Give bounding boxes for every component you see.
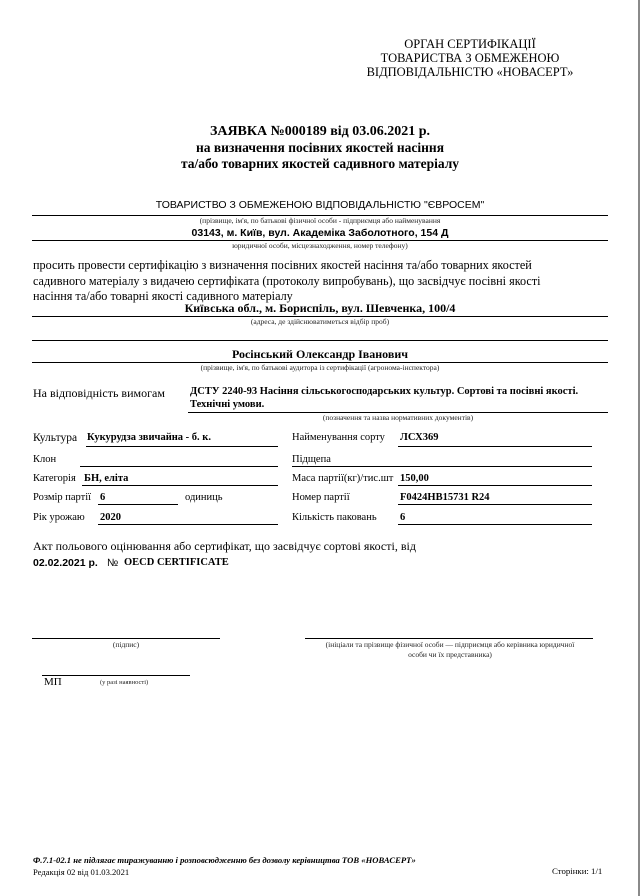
certificate-text: Акт польового оцінювання або сертифікат, що засвідчує сортові якості, від <box>33 539 416 553</box>
category-value: БН, еліта <box>84 473 129 484</box>
compliance-value-line-2: Технічні умови. <box>190 399 265 410</box>
footer-pages: Сторінки: 1/1 <box>552 866 603 876</box>
lot-mass-value: 150,00 <box>400 473 429 484</box>
org-header <box>360 37 580 79</box>
auditor-caption: (прізвище, ім'я, по батькові аудитора із сертифікації (агронома-інспектора) <box>200 363 440 372</box>
harvest-year-label: Рік урожаю <box>33 512 85 523</box>
request-paragraph <box>33 258 609 305</box>
org-header-line-3: ВІДПОВІДАЛЬНІСТЮ «НОВАСЕРТ» <box>366 65 574 79</box>
applicant-address: 03143, м. Київ, вул. Академіка Заболотного, 154 Д <box>191 227 449 239</box>
certificate-date: 02.02.2021 р. <box>33 557 98 569</box>
org-header-line-1: ОРГАН СЕРТИФІКАЦІЇ <box>404 37 536 51</box>
org-header-line-2: ТОВАРИСТВА З ОБМЕЖЕНОЮ <box>380 51 560 65</box>
rootstock-line <box>292 466 592 467</box>
compliance-value <box>190 385 610 411</box>
packages-label: Кількість паковань <box>292 512 377 523</box>
name-caption-line-1: (ініціали та прізвище фізичної особи — підприємця або керівника юридичної <box>325 640 575 649</box>
stamp-line <box>42 675 190 676</box>
request-line-1: просить провести сертифікацію з визначення посівних якостей насіння та/або товарних якостей <box>33 258 532 272</box>
clone-line <box>80 466 278 467</box>
signature-line <box>32 638 220 639</box>
footer-revision: Редакція 02 від 01.03.2021 <box>33 867 130 877</box>
signature-caption: (підпис) <box>112 640 140 649</box>
footer-notice: Ф.7.1-02.1 не підлягає тиражуванню і розповсюдженню без дозволу керівництва ТОВ «НОВАСЕРТ» <box>33 855 416 865</box>
stamp-label: МП <box>44 676 62 688</box>
title-line-3: та/або товарних якостей садивного матеріалу <box>180 156 460 171</box>
lot-size-value: 6 <box>100 492 106 503</box>
harvest-year-line <box>98 524 278 525</box>
request-line-3: насіння та/або товарні якості садивного матеріалу <box>33 289 293 303</box>
lot-number-line <box>398 504 592 505</box>
certificate-number: OECD CERTIFICATE <box>124 557 229 568</box>
category-line <box>82 485 278 486</box>
applicant-name-caption: (прізвище, ім'я, по батькові фізичної особи - підприємця або найменування <box>199 216 441 225</box>
name-caption <box>300 640 600 660</box>
variety-line <box>398 446 592 447</box>
lot-mass-label: Маса партії(кг)/тис.шт <box>292 473 394 484</box>
culture-value: Кукурудза звичайна - б. к. <box>87 432 211 443</box>
lot-mass-line <box>398 485 592 486</box>
variety-value: ЛСХ369 <box>400 432 439 443</box>
variety-label: Найменування сорту <box>292 432 385 443</box>
document-title <box>130 123 510 172</box>
name-caption-line-2: особи чи їх представника) <box>408 650 492 659</box>
auditor-top-line <box>32 340 608 341</box>
title-line-2: на визначення посівних якостей насіння <box>195 140 445 155</box>
clone-label: Клон <box>33 454 57 465</box>
compliance-value-line-1: ДСТУ 2240-93 Насіння сільськогосподарських культур. Сортові та посівні якості. <box>190 386 579 397</box>
rootstock-label: Підщепа <box>292 454 331 465</box>
lot-number-label: Номер партії <box>292 492 350 503</box>
sampling-address: Київська обл., м. Бориспіль, вул. Шевченка, 100/4 <box>184 301 456 315</box>
compliance-label: На відповідність вимогам <box>33 386 165 400</box>
culture-line <box>86 446 278 447</box>
culture-label: Культура <box>33 432 78 444</box>
request-line-2: садивного матеріалу з видачею сертифіката (протоколу випробувань), що засвідчує посівні якості <box>33 273 541 288</box>
certificate-number-sign: № <box>107 557 119 569</box>
lot-size-label: Розмір партії <box>33 492 92 503</box>
packages-value: 6 <box>400 512 406 523</box>
sampling-address-caption: (адреса, де здійснюватиметься відбір проб) <box>250 317 390 326</box>
stamp-caption: (у разі наявності) <box>100 679 149 686</box>
lot-size-unit: одиниць <box>185 492 223 503</box>
harvest-year-value: 2020 <box>100 512 121 523</box>
applicant-name: ТОВАРИСТВО З ОБМЕЖЕНОЮ ВІДПОВІДАЛЬНІСТЮ "ЄВРОСЕМ" <box>155 199 485 211</box>
packages-line <box>398 524 592 525</box>
category-label: Категорія <box>33 473 76 484</box>
lot-size-line <box>98 504 178 505</box>
title-line-1: ЗАЯВКА №000189 від 03.06.2021 р. <box>209 124 431 139</box>
auditor-name: Росінський Олександр Іванович <box>231 347 409 361</box>
name-signature-line <box>305 638 593 639</box>
compliance-caption: (позначення та назва нормативних документів) <box>322 413 474 422</box>
applicant-address-caption: юридичної особи, місцезнаходження, номер телефону) <box>232 241 408 250</box>
lot-number-value: F0424HB15731 R24 <box>400 492 490 503</box>
